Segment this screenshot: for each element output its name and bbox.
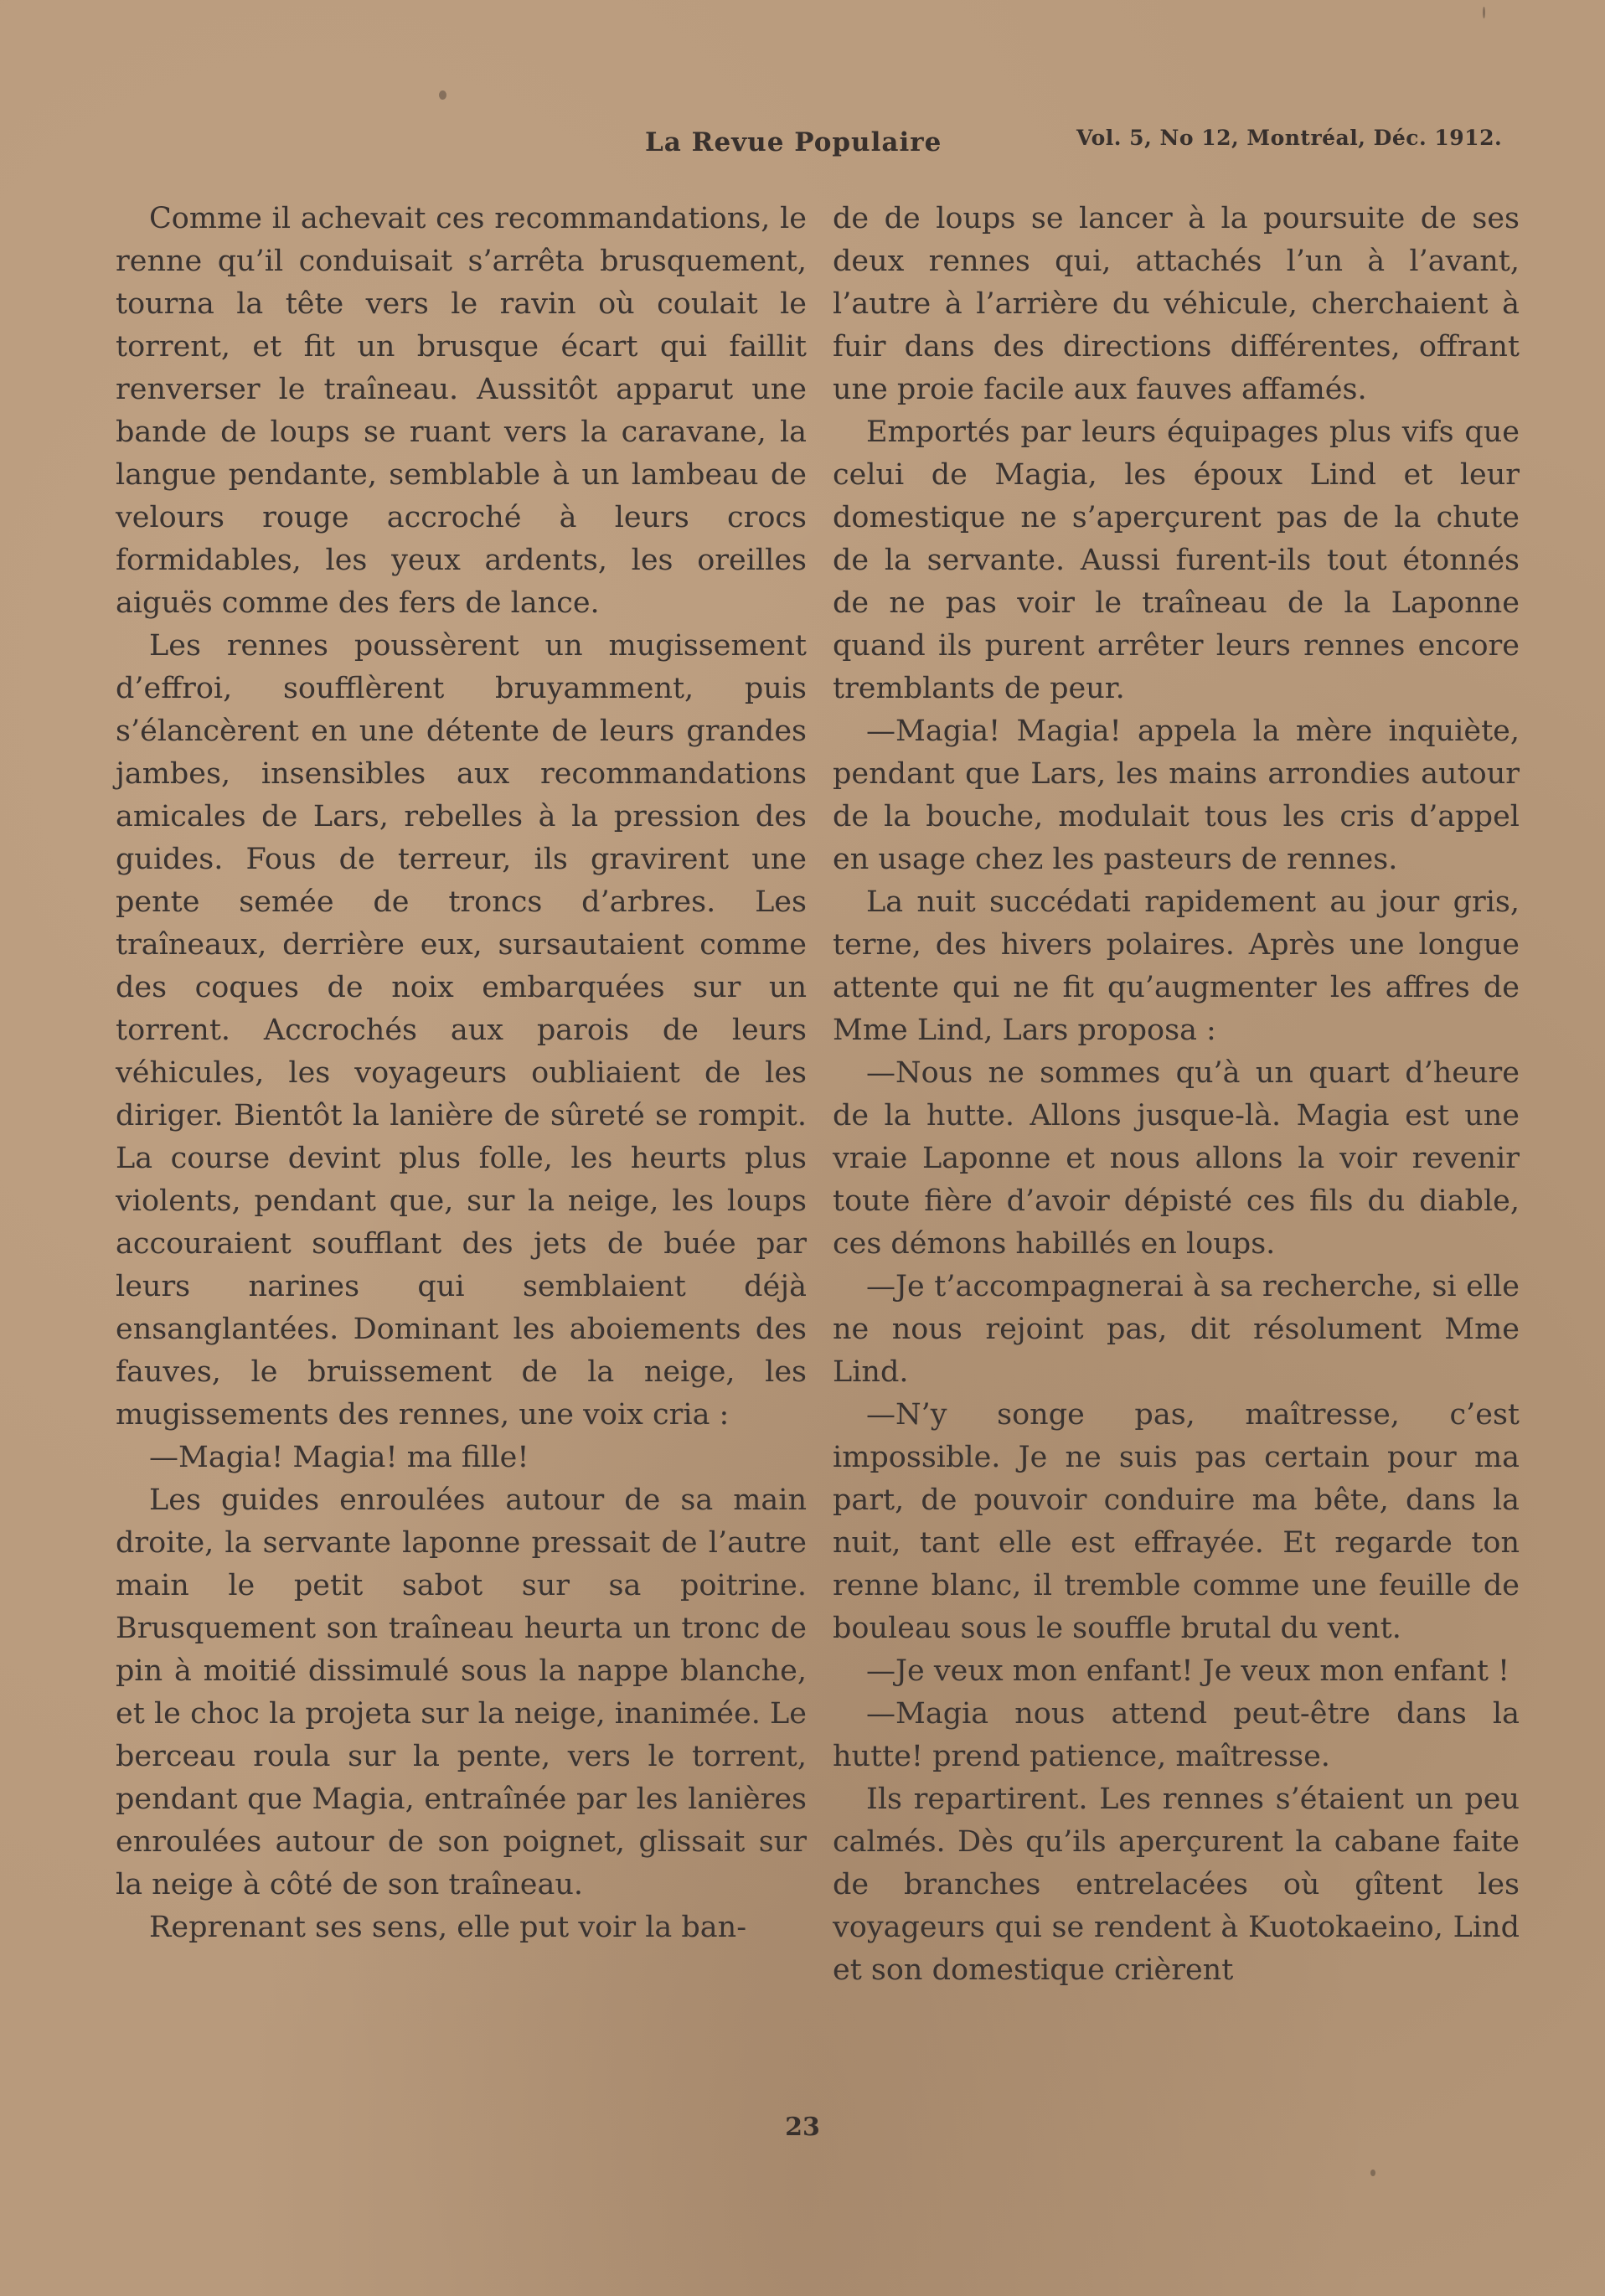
issue-info: Vol. 5, No 12, Montréal, Déc. 1912. (1076, 126, 1503, 150)
paragraph: de de loups se lancer à la poursuite de ses deux rennes qui, attachés l’un à l’avant, l’autre à l’arrière du véhicule, cherchaient à fuir dans des directions différentes, offrant une proie facile aux fauves affamés. (833, 202, 1520, 406)
paper-speck (439, 90, 446, 100)
paragraph: —Magia! Magia! ma fille! (149, 1441, 529, 1474)
paragraph: —N’y songe pas, maîtresse, c’est impossible. Je ne suis pas certain pour ma part, de pouvoir conduire ma bête, dans la nuit, tant elle est effrayée. Et regarde ton renne blanc, il tremble comme une feuille de bouleau sous le souffle brutal du vent. (833, 1398, 1520, 1645)
paragraph: La nuit succédati rapidement au jour gris, terne, des hivers polaires. Après une longue attente qui ne fit qu’augmenter les affres de Mme Lind, Lars proposa : (833, 885, 1520, 1047)
running-header (0, 116, 1605, 166)
paragraph: —Magia nous attend peut-être dans la hutte! prend patience, maîtresse. (833, 1697, 1520, 1773)
paragraph: Reprenant ses sens, elle put voir la ban- (149, 1911, 747, 1944)
paragraph: —Nous ne sommes qu’à un quart d’heure de la hutte. Allons jusque-là. Magia est une vraie Laponne et nous allons la voir revenir toute fière d’avoir dépisté ces fils du diable, ces démons habillés en loups. (833, 1056, 1520, 1261)
right-column (833, 198, 1520, 1992)
paper-speck (1483, 7, 1485, 18)
page-number: 23 (785, 2113, 820, 2142)
left-column (116, 198, 807, 1949)
paragraph: Comme il achevait ces recommandations, le renne qu’il conduisait s’arrêta brusquement, tourna la tête vers le ravin où coulait le torrent, et fit un brusque écart qui faillit renverser le traîneau. Aussitôt apparut une bande de loups se ruant vers la caravane, la langue pendante, semblable à un lambeau de velours rouge accroché à leurs crocs formidables, les yeux ardents, les oreilles aiguës comme des fers de lance. (116, 202, 807, 620)
paragraph: Les rennes poussèrent un mugissement d’effroi, soufflèrent bruyamment, puis s’élancèrent en une détente de leurs grandes jambes, insensibles aux recommandations amicales de Lars, rebelles à la pression des guides. Fous de terreur, ils gravirent une pente semée de troncs d’arbres. Les traîneaux, derrière eux, sursautaient comme des coques de noix embarquées sur un torrent. Accrochés aux parois de leurs véhicules, les voyageurs oubliaient de les diriger. Bientôt la lanière de sûreté se rompit. La course devint plus folle, les heurts plus violents, pendant que, sur la neige, les loups accouraient soufflant des jets de buée par leurs narines qui semblaient déjà ensanglantées. Dominant les aboiements des fauves, le bruissement de la neige, les mugissements des rennes, une voix cria : (116, 629, 807, 1432)
paragraph: Emportés par leurs équipages plus vifs que celui de Magia, les époux Lind et leur domestique ne s’aperçurent pas de la chute de la servante. Aussi furent-ils tout étonnés de ne pas voir le traîneau de la Laponne quand ils purent arrêter leurs rennes encore tremblants de peur. (833, 415, 1520, 705)
paragraph: —Je t’accompagnerai à sa recherche, si elle ne nous rejoint pas, dit résolument Mme Lind. (833, 1270, 1520, 1389)
paragraph: Les guides enroulées autour de sa main droite, la servante laponne pressait de l’autre main le petit sabot sur sa poitrine. Brusquement son traîneau heurta un tronc de pin à moitié dissimulé sous la nappe blanche, et le choc la projeta sur la neige, inanimée. Le berceau roula sur la pente, vers le torrent, pendant que Magia, entraînée par les lanières enroulées autour de son poignet, glissait sur la neige à côté de son traîneau. (116, 1483, 807, 1901)
paper-speck (1370, 2170, 1375, 2176)
paragraph: —Magia! Magia! appela la mère inquiète, pendant que Lars, les mains arrondies autour de la bouche, modulait tous les cris d’appel en usage chez les pasteurs de rennes. (833, 715, 1520, 876)
paragraph: Ils repartirent. Les rennes s’étaient un peu calmés. Dès qu’ils aperçurent la cabane faite de branches entrelacées où gîtent les voyageurs qui se rendent à Kuotokaeino, Lind et son domestique crièrent (833, 1783, 1520, 1987)
paragraph: —Je veux mon enfant! Je veux mon enfant ! (866, 1654, 1510, 1688)
journal-title: La Revue Populaire (645, 127, 942, 157)
